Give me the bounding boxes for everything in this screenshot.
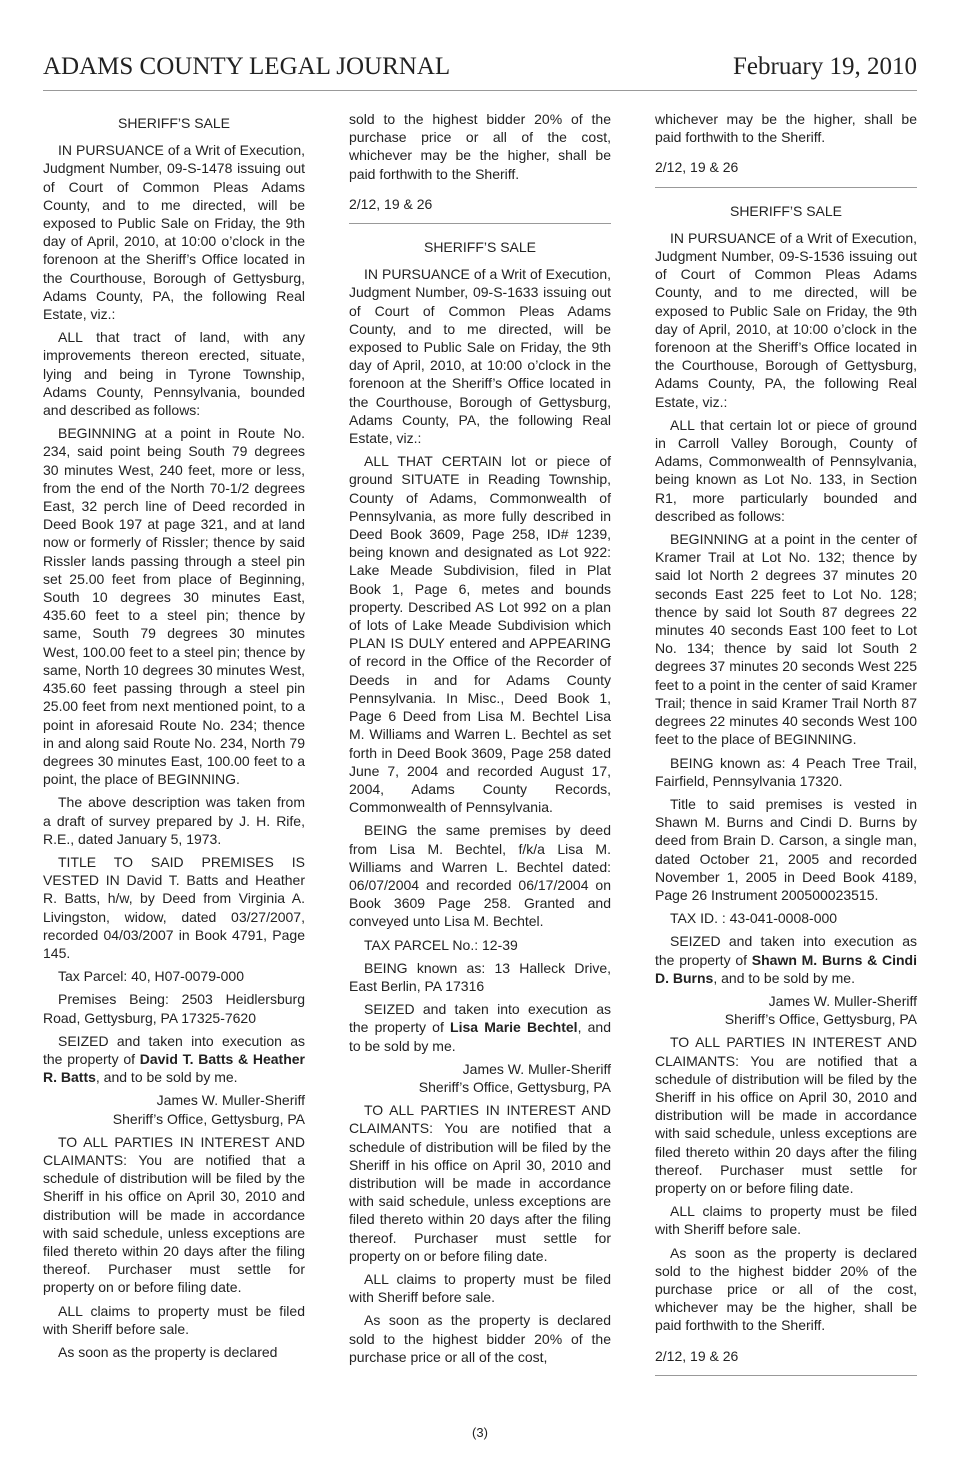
deed-paragraph: BEING the same premises by deed from Lisa M. Bechtel, f/k/a Lisa M. Williams and Warren L. Bechtel dated: 06/07/2004 and recorded 06/17/2004 on Book 3609 Page 258. Granted and conveyed unto Lisa M. Bechtel. — [349, 822, 611, 930]
sheriff-office: Sheriff’s Office, Gettysburg, PA — [112, 1110, 305, 1127]
survey-paragraph: The above description was taken from a draft of survey prepared by J. H. Rife, R.E., dated January 5, 1973. — [43, 794, 305, 847]
property-owner: Shawn M. Burns & Cindi D. Burns — [655, 951, 918, 986]
premises-address: BEING known as: 4 Peach Tree Trail, Fairfield, Pennsylvania 17320. — [655, 754, 917, 789]
seized-paragraph — [349, 1000, 611, 1055]
column-1 — [43, 110, 305, 1366]
page-header — [43, 50, 917, 91]
section-divider — [655, 187, 917, 188]
section-divider — [349, 223, 611, 224]
boundary-paragraph: BEGINNING at a point in Route No. 234, said point being South 79 degrees 30 minutes West, 240 feet, more or less, from the end of the North 70-1/2 degrees East, 32 perch line of Deed recorded in Deed Book 197 at page 321, and at land now or formerly of Rissler; thence by said Rissler lands passing through a steel pin set 25.00 feet from place of Beginning, South 10 degrees 30 minutes East, 435.60 feet to a steel pin; thence by same, South 79 degrees 30 minutes West, 100.00 feet to a steel pin; thence by same, North 10 degrees 30 minutes West, 435.60 feet passing through a steel pin 25.00 feet from next mentioned point, to a point in aforesaid Route No. 234; thence in and along said Route No. 234, North 79 degrees 30 minutes East, 100.00 feet to a point, the place of BEGINNING. — [43, 425, 305, 788]
sheriff-office: Sheriff’s Office, Gettysburg, PA — [418, 1078, 611, 1095]
tax-parcel: TAX PARCEL No.: 12-39 — [364, 936, 518, 953]
column-2 — [349, 110, 611, 1371]
lot-paragraph: ALL THAT CERTAIN lot or piece of ground SITUATE in Reading Township, County of Adams, Commonwealth of Pennsylvania, as more fully described in Deed Book 3609, Page 258, ID# 1239, being known and designated as Lot 922: Lake Meade Subdivision, filed in Plat Book 1, Page 6, metes and bounds property. Described AS Lot 992 on a plan of lots of Lake Meade Subdivision which PLAN IS DULY entered and APPEARING of record in the Office of the Recorder of Deeds in and for Adams County Pennsylvania. In Misc., Deed Book 1, Page 6 Deed from Lisa M. Bechtel Lisa M. Williams and Warren L. Bechtel as set forth in Deed Book 3609, Page 258 dated June 7, 2004 and recorded August 17, 2004, Adams County Records, Commonwealth of Pennsylvania. — [349, 453, 611, 816]
boundary-paragraph: BEGINNING at a point in the center of Kramer Trail at Lot No. 132; thence by said lot North 2 degrees 37 minutes 20 seconds East 225 feet to Lot No. 128; thence by said lot South 87 degrees 22 minutes 40 seconds East 100 feet to Lot No. 134; thence by said lot South 2 degrees 37 minutes 20 seconds West 225 feet to a point in the center of said Kramer Trail; thence in said Kramer Trail North 87 degrees 22 minutes 40 seconds West 100 feet to the place of BEGINNING. — [655, 531, 917, 748]
seized-paragraph — [43, 1032, 305, 1087]
sale-heading: SHERIFF’S SALE — [117, 115, 231, 131]
declared-sold-notice: As soon as the property is declared — [58, 1344, 278, 1360]
distribution-notice: TO ALL PARTIES IN INTEREST AND CLAIMANTS: You are notified that a schedule of distribution will be filed by the Sheriff in his office on April 30, 2010 and distribution will be made in accordance with said schedule, unless exceptions are filed thereto within 20 days after the filing thereof. Purchaser must settle for property on or before filing date. — [349, 1102, 611, 1264]
continued-notice: sold to the highest bidder 20% of the purchase price or all of the cost, whichever may be the higher, shall be paid forthwith to the Sheriff. — [349, 111, 611, 182]
seized-suffix: , and to be sold by me. — [713, 969, 855, 986]
tax-id: TAX ID. : 43-041-0008-000 — [670, 910, 838, 927]
premises-address: BEING known as: 13 Halleck Drive, East Berlin, PA 17316 — [349, 959, 611, 994]
property-owner: David T. Batts & Heather R. Batts — [43, 1050, 305, 1086]
distribution-notice: TO ALL PARTIES IN INTEREST AND CLAIMANTS: You are notified that a schedule of distribution will be filed by the Sheriff in his office on April 30, 2010 and distribution will be made in accordance with said schedule, unless exceptions are filed thereto within 20 days after the filing thereof. Purchaser must settle for property on or before filing date. — [43, 1133, 305, 1296]
seized-suffix: , and to be sold by me. — [95, 1069, 238, 1086]
sheriff-name: James W. Muller-Sheriff — [768, 992, 917, 1009]
section-divider — [655, 1375, 917, 1376]
publication-dates: 2/12, 19 & 26 — [349, 195, 433, 212]
publication-dates: 2/12, 19 & 26 — [655, 159, 739, 176]
sheriff-name: James W. Muller-Sheriff — [462, 1060, 611, 1077]
continued-notice: whichever may be the higher, shall be paid forthwith to the Sheriff. — [655, 111, 917, 146]
writ-paragraph: IN PURSUANCE of a Writ of Execution, Judgment Number, 09-S-1478 issuing out of Court of Common Pleas Adams County, and to me directed, will be exposed to Public Sale on Friday, the 9th day of April, 2010, at 10:00 o’clock in the forenoon at the Sheriff’s Office located in the Courthouse, Borough of Gettysburg, Adams County, PA, the following Real Estate, viz.: — [43, 142, 305, 323]
title-paragraph: TITLE TO SAID PREMISES IS VESTED IN David T. Batts and Heather R. Batts, h/w, by Deed from Virginia A. Livingston, widow, dated 03/27/2007, recorded 04/03/2007 in Book 4791, Page 145. — [43, 853, 305, 961]
distribution-notice: TO ALL PARTIES IN INTEREST AND CLAIMANTS: You are notified that a schedule of distribution will be filed by the Sheriff in his office on April 30, 2010 and distribution will be made in accordance with said schedule, unless exceptions are filed thereto within 20 days after the filing thereof. Purchaser must settle for property on or before filing date. — [655, 1034, 917, 1196]
sale-heading: SHERIFF’S SALE — [729, 202, 843, 219]
tax-parcel: Tax Parcel: 40, H07-0079-000 — [58, 968, 244, 985]
claims-notice: ALL claims to property must be filed with Sheriff before sale. — [655, 1203, 917, 1238]
writ-paragraph: IN PURSUANCE of a Writ of Execution, Judgment Number, 09-S-1536 issuing out of Court of Common Pleas Adams County, and to me directed, will be exposed to Public Sale on Friday, the 9th day of April, 2010, at 10:00 o’clock in the forenoon at the Sheriff’s Office located in the Courthouse, Borough of Gettysburg, Adams County, PA, the following Real Estate, viz.: — [655, 229, 917, 410]
journal-title: ADAMS COUNTY LEGAL JOURNAL — [43, 53, 451, 80]
sale-heading: SHERIFF’S SALE — [423, 239, 537, 256]
column-3 — [655, 110, 917, 1390]
property-owner: Lisa Marie Bechtel — [450, 1019, 578, 1036]
sheriff-office: Sheriff’s Office, Gettysburg, PA — [724, 1011, 917, 1028]
tract-paragraph: ALL that tract of land, with any improvements thereon erected, situate, lying and being in Tyrone Township, Adams County, Pennsylvania, bounded and described as follows: — [43, 329, 305, 419]
issue-date: February 19, 2010 — [733, 53, 917, 80]
writ-paragraph: IN PURSUANCE of a Writ of Execution, Judgment Number, 09-S-1633 issuing out of Court of Common Pleas Adams County, and to me directed, will be exposed to Public Sale on Friday, the 9th day of April, 2010, at 10:00 o’clock in the forenoon at the Sheriff’s Office located in the Courthouse, Borough of Gettysburg, Adams County, PA, the following Real Estate, viz.: — [349, 266, 611, 447]
lot-paragraph: ALL that certain lot or piece of ground in Carroll Valley Borough, County of Adams, Commonwealth of Pennsylvania, being known as Lot No. 133, in Section R1, more particularly bounded and described as follows: — [655, 416, 917, 524]
seized-paragraph — [655, 932, 917, 987]
page-number: (3) — [472, 1425, 488, 1440]
sheriff-name: James W. Muller-Sheriff — [156, 1092, 305, 1109]
premises-address: Premises Being: 2503 Heidlersburg Road, Gettysburg, PA 17325-7620 — [43, 991, 305, 1026]
claims-notice: ALL claims to property must be filed with Sheriff before sale. — [43, 1302, 305, 1337]
seized-suffix: , and to be sold by me. — [349, 1019, 612, 1054]
seized-text: SEIZED and taken into execution as the property of — [655, 933, 917, 968]
declared-sold-notice: As soon as the property is declared sold to the highest bidder 20% of the purchase price or all of the cost, whichever may be the higher, shall be paid forthwith to the Sheriff. — [655, 1244, 917, 1334]
seized-text: SEIZED and taken into execution as the property of — [43, 1032, 305, 1067]
declared-sold-notice: As soon as the property is declared sold to the highest bidder 20% of the purchase price or all of the cost, — [349, 1312, 611, 1365]
seized-text: SEIZED and taken into execution as the property of — [349, 1001, 611, 1036]
title-paragraph: Title to said premises is vested in Shawn M. Burns and Cindi D. Burns by deed from Brain D. Carson, a single man, dated October 21, 2005 and recorded November 1, 2005 in Deed Book 4189, Page 26 Instrument 200500023515. — [655, 795, 917, 903]
publication-dates: 2/12, 19 & 26 — [655, 1347, 739, 1364]
claims-notice: ALL claims to property must be filed with Sheriff before sale. — [349, 1270, 611, 1306]
